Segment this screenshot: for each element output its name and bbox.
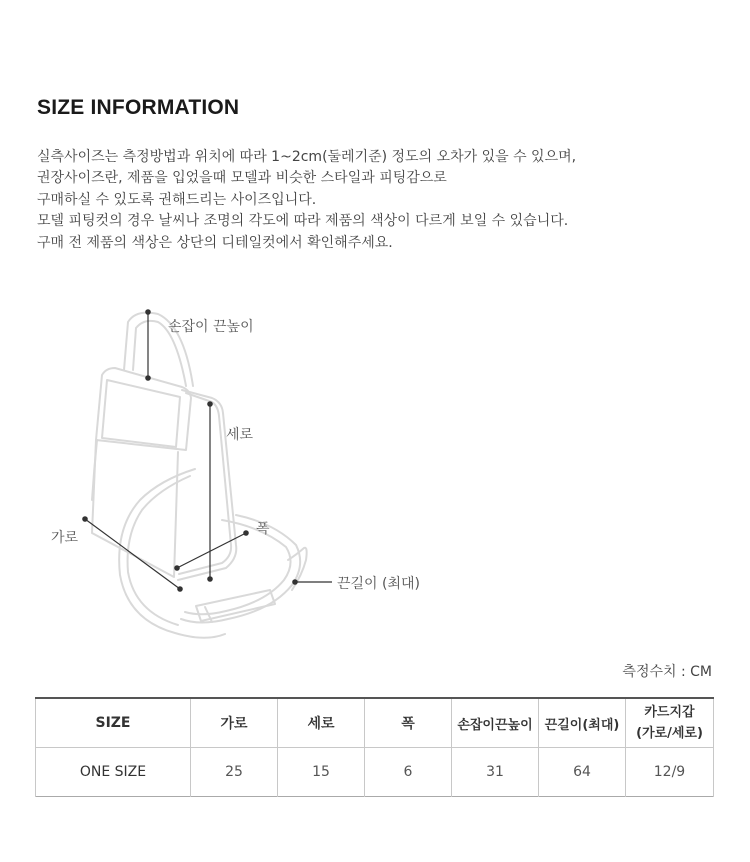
table-cell: 6	[365, 748, 452, 797]
table-header-cell: 폭	[365, 698, 452, 748]
table-header-cell: 손잡이끈높이	[452, 698, 539, 748]
depth-label: 폭	[256, 521, 270, 537]
size-table	[35, 697, 714, 797]
table-cell: 25	[191, 748, 278, 797]
note-line: 권장사이즈란, 제품을 입었을때 모델과 비슷한 스타일과 피팅감으로	[37, 170, 447, 187]
table-row	[36, 748, 714, 797]
table-header-row	[36, 698, 714, 748]
table-header-cell: 가로	[191, 698, 278, 748]
table-cell: 12/9	[626, 748, 714, 797]
note-line: 구매 전 제품의 색상은 상단의 디테일컷에서 확인해주세요.	[37, 234, 393, 251]
width-label: 가로	[51, 530, 79, 546]
section-title: SIZE INFORMATION	[37, 96, 240, 119]
measurement-unit: 측정수치 : CM	[622, 664, 712, 680]
table-cell: ONE SIZE	[36, 748, 191, 797]
table-header-cell: 끈길이(최대)	[539, 698, 626, 748]
table-cell: 64	[539, 748, 626, 797]
table-cell: 15	[278, 748, 365, 797]
table-cell: 31	[452, 748, 539, 797]
bag-measurement-diagram	[0, 290, 480, 650]
handle-height-label: 손잡이 끈높이	[168, 319, 254, 335]
note-line: 실측사이즈는 측정방법과 위치에 따라 1~2cm(둘레기준) 정도의 오차가 있을 수 있으며,	[37, 149, 577, 165]
note-line: 구매하실 수 있도록 권해드리는 사이즈입니다.	[37, 191, 317, 208]
table-header-cell: 카드지갑 (가로/세로)	[626, 698, 714, 748]
bag-illustration	[92, 313, 307, 638]
note-line: 모델 피팅컷의 경우 날씨나 조명의 각도에 따라 제품의 색상이 다르게 보일 수 있습니다.	[37, 213, 569, 230]
height-label: 세로	[226, 427, 254, 443]
table-header-cell: SIZE	[36, 698, 191, 748]
size-notes	[37, 147, 727, 254]
table-header-cell: 세로	[278, 698, 365, 748]
strap-length-label: 끈길이 (최대)	[337, 576, 420, 592]
